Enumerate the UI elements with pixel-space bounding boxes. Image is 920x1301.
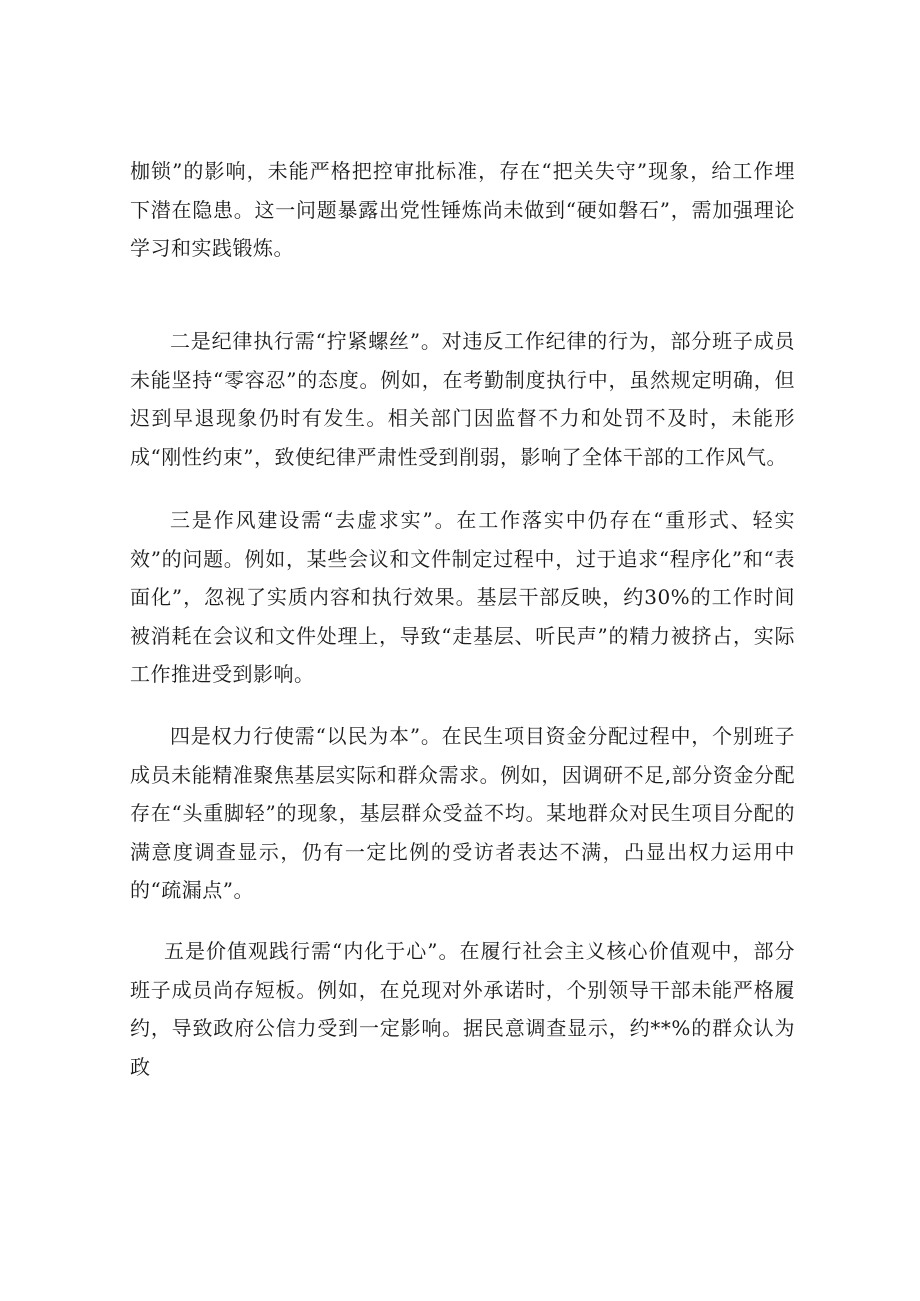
- paragraph-2: 二是纪律执行需“拧紧螺丝”。对违反工作纪律的行为，部分班子成员未能坚持“零容忍”的态度。例如，在考勤制度执行中，虽然规定明确，但迟到早退现象仍时有发生。相关部门因监督不力和处罚不及时，未能形成“刚性约束”，致使纪律严肃性受到削弱，影响了全体干部的工作风气。: [130, 329, 795, 469]
- paragraph-1: 枷锁”的影响，未能严格把控审批标准，存在“把关失守”现象，给工作埋下潜在隐患。这一问题暴露出党性锤炼尚未做到“硬如磐石”，需加强理论学习和实践锻炼。: [130, 159, 795, 260]
- paragraph-3: 三是作风建设需“去虚求实”。在工作落实中仍存在“重形式、轻实效”的问题。例如，某些会议和文件制定过程中，过于追求“程序化”和“表面化”，忽视了实质内容和执行效果。基层干部反映，约30%的工作时间被消耗在会议和文件处理上，导致“走基层、听民声”的精力被挤占，实际工作推进受到影响。: [130, 508, 795, 686]
- paragraph-4: 四是权力行使需“以民为本”。在民生项目资金分配过程中，个别班子成员未能精准聚焦基层实际和群众需求。例如，因调研不足,部分资金分配存在“头重脚轻”的现象，基层群众受益不均。某地群众对民生项目分配的满意度调查显示，仍有一定比例的受访者表达不满，凸显出权力运用中的“疏漏点”。: [130, 724, 795, 902]
- paragraph-5: 五是价值观践行需“内化于心”。在履行社会主义核心价值观中，部分班子成员尚存短板。例如，在兑现对外承诺时，个别领导干部未能严格履约，导致政府公信力受到一定影响。据民意调查显示，约**%的群众认为政: [130, 939, 795, 1079]
